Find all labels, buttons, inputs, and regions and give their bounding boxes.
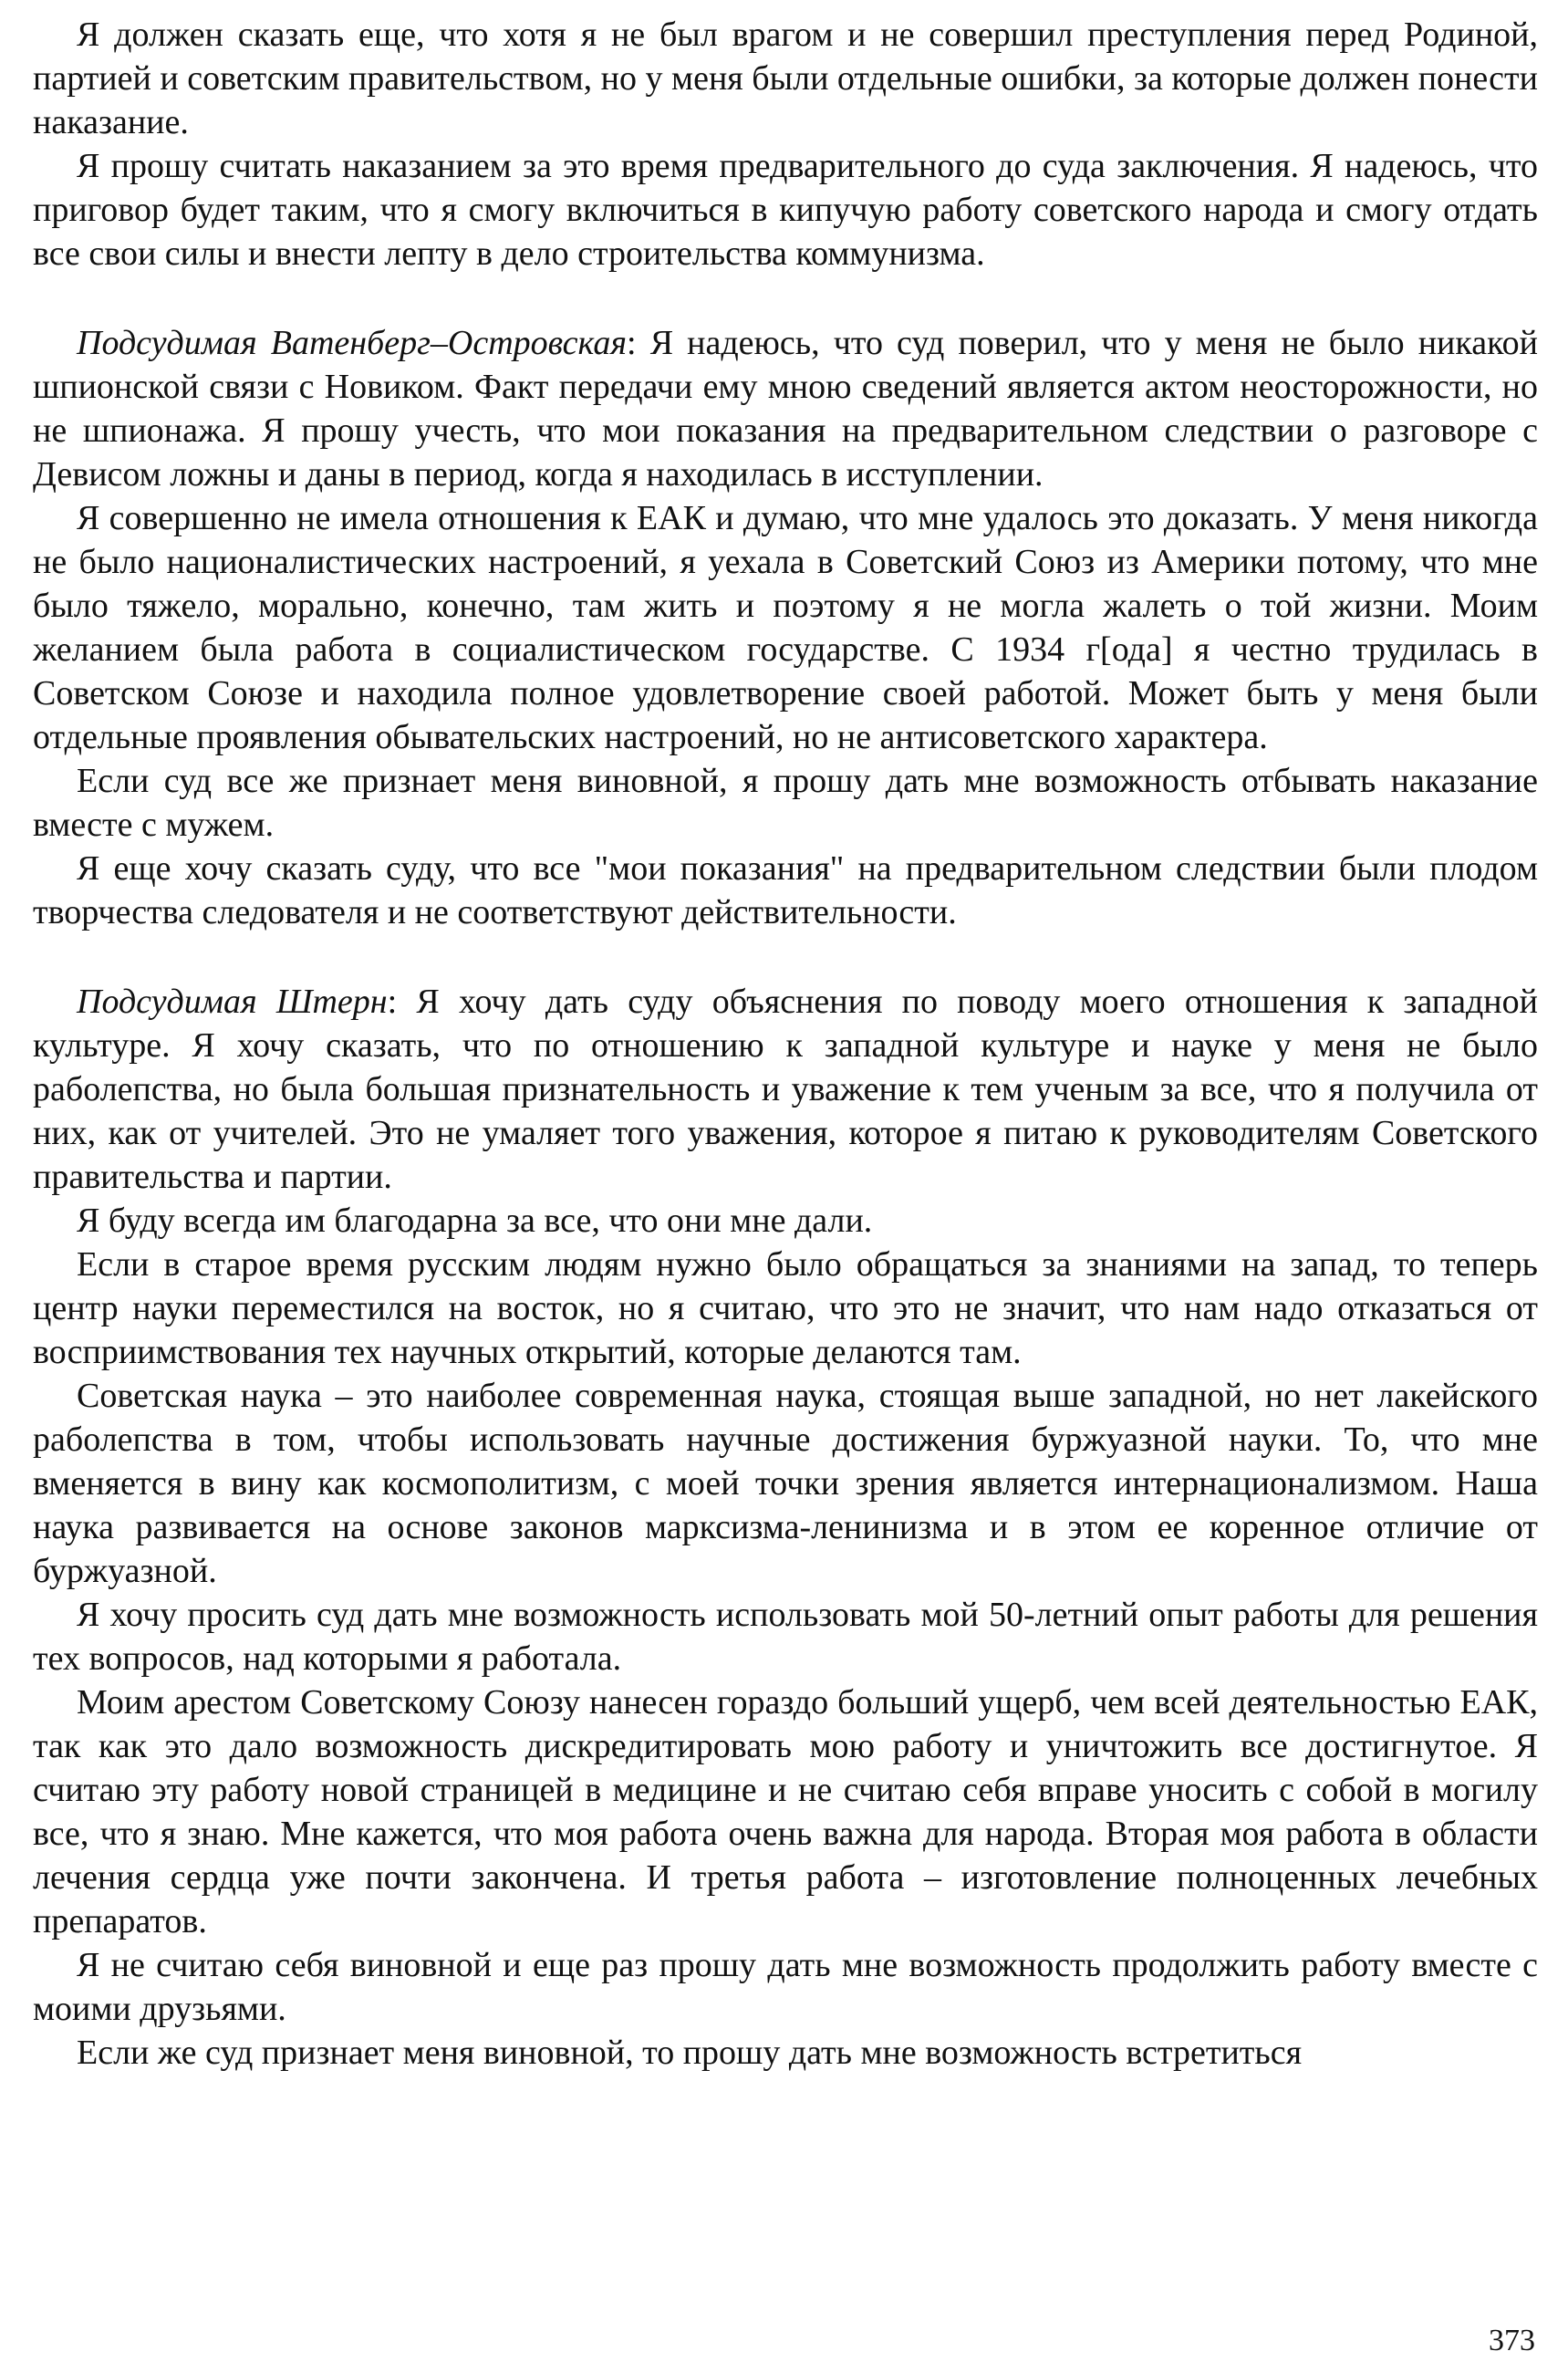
paragraph: Советская наука – это наиболее современная наука, стоящая выше западной, но нет лакейского раболепства в том, чтобы использовать научные достижения буржуазной науки. То, что мне вменяется в вину как космополитизм, с моей точки зрения является интернационализмом. Наша наука развивается на основе законов марксизма-ленинизма и в этом ее коренное отличие от буржуазной. — [33, 1377, 1538, 1590]
speaker-name: Подсудимая Ватенберг–Островская — [77, 324, 628, 362]
paragraph: Я должен сказать еще, что хотя я не был врагом и не совершил преступления перед Родиной, партией и советским правительством, но у меня были отдельные ошибки, за которые должен понести наказание. — [33, 16, 1538, 141]
paragraph: Я совершенно не имела отношения к ЕАК и думаю, что мне удалось это доказать. У меня никогда не было националистических настроений, я уехала в Советский Союз из Америки потому, что мне было тяжело, морально, конечно, там жить и поэтому я не могла жалеть о той жизни. Моим желанием была работа в социалистическом государстве. С 1934 г[ода] я честно трудилась в Советском Союзе и находила полное удовлетворение своей работой. Может быть у меня были отдельные проявления обывательских настроений, но не антисоветского характера. — [33, 499, 1538, 756]
statement-block-shtern — [33, 980, 1538, 2075]
paragraph: Если в старое время русским людям нужно было обращаться за знаниями на запад, то теперь центр науки переместился на восток, но я считаю, что это не значит, что нам надо отказаться от восприимствования тех научных открытий, которые делаются там. — [33, 1245, 1538, 1371]
paragraph: Я хочу просить суд дать мне возможность использовать мой 50-летний опыт работы для решения тех вопросов, над которыми я работала. — [33, 1596, 1538, 1678]
paragraph: Я буду всегда им благодарна за все, что они мне дали. — [77, 1202, 873, 1240]
speaker-name: Подсудимая Штерн — [77, 983, 388, 1021]
paragraph: Я еще хочу сказать суду, что все "мои показания" на предварительном следствии были плодом творчества следователя и не соответствуют действительности. — [33, 849, 1538, 931]
speech-text: Я надеюсь, что суд поверил, что у меня не было никакой шпионской связи с Новиком. Факт передачи ему мною сведений является актом неосторожности, но не шпионажа. Я прошу учесть, что мои показания на предварительном следствии о разговоре с Девисом ложны и даны в период, когда я находилась в исступлении. — [33, 324, 1538, 494]
paragraph: Я не считаю себя виновной и еще раз прошу дать мне возможность продолжить работу вместе с моими друзьями. — [33, 1946, 1538, 2028]
speech-text: Я хочу дать суду объяснения по поводу моего отношения к западной культуре. Я хочу сказать, что по отношению к западной культуре и науке у меня не было раболепства, но была большая признательность и уважение к тем ученым за все, что я получила от них, как от учителей. Это не умаляет того уважения, которое я питаю к руководителям Советского правительства и партии. — [33, 983, 1538, 1196]
paragraph: Если суд все же признает меня виновной, я прошу дать мне возможность отбывать наказание вместе с мужем. — [33, 762, 1538, 844]
paragraph: Моим арестом Советскому Союзу нанесен гораздо больший ущерб, чем всей деятельностью ЕАК, так как это дало возможность дискредитировать мою работу и уничтожить все достигнутое. Я считаю эту работу новой страницей в медицине и не считаю себя вправе уносить с собой в могилу все, что я знаю. Мне кажется, что моя работа очень важна для народа. Вторая моя работа в области лечения сердца уже почти закончена. И третья работа – изготовление полноценных лечебных препаратов. — [33, 1683, 1538, 1940]
paragraph-with-speaker: Подсудимая Штерн: Я хочу дать суду объяснения по поводу моего отношения к западной культуре. Я хочу сказать, что по отношению к западной культуре и науке у меня не было раболепства, но была большая признательность и уважение к тем ученым за все, что я получила от них, как от учителей. Это не умаляет того уважения, которое я питаю к руководителям Советского правительства и партии. — [33, 983, 1538, 1196]
paragraph: Если же суд признает меня виновной, то прошу дать мне возможность встретиться — [77, 2034, 1303, 2072]
paragraph-with-speaker: Подсудимая Ватенберг–Островская: Я надеюсь, что суд поверил, что у меня не было никакой шпионской связи с Новиком. Факт передачи ему мною сведений является актом неосторожности, но не шпионажа. Я прошу учесть, что мои показания на предварительном следствии о разговоре с Девисом ложны и даны в период, когда я находилась в исступлении. — [33, 324, 1538, 494]
paragraph: Я прошу считать наказанием за это время предварительного до суда заключения. Я надеюсь, что приговор будет таким, что я смогу включиться в кипучую работу советского народа и смогу отдать все свои силы и внести лепту в дело строительства коммунизма. — [33, 147, 1538, 273]
statement-block-vatenberg-ostrovskaya — [33, 321, 1538, 934]
statement-block-1 — [33, 13, 1538, 276]
document-page — [33, 13, 1538, 2075]
page-number: 373 — [1489, 2324, 1535, 2357]
